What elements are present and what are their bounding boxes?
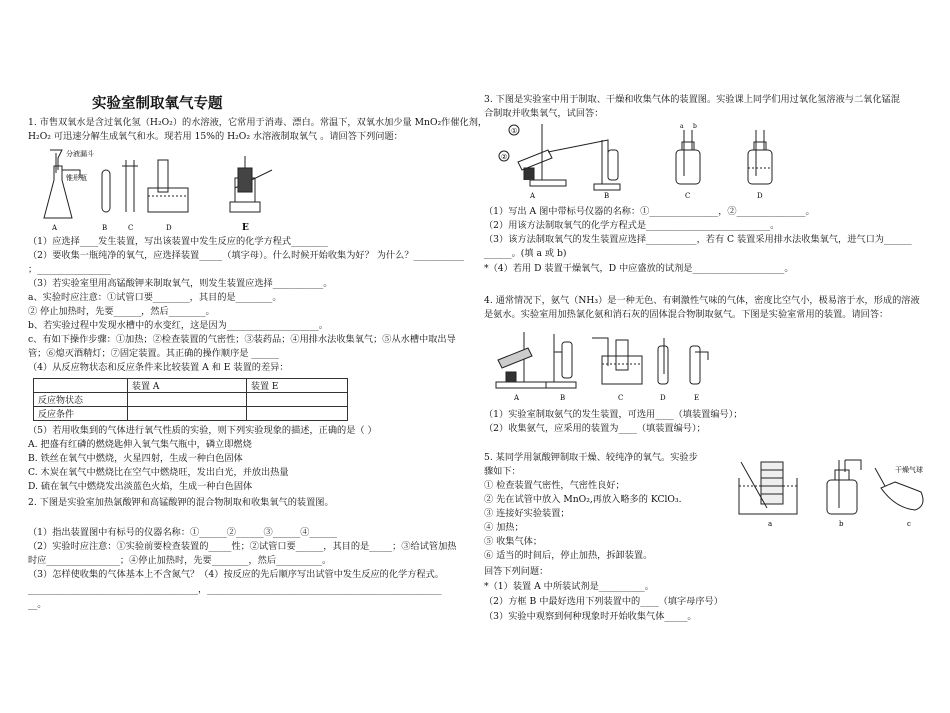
q1-part4: （4）从反应物状态和反应条件来比较装置 A 和 E 装置的差异： bbox=[28, 362, 289, 373]
q4-text-line1: 4. 通常情况下，氨气（NH₃）是一种无色、有刺激性气味的气体，密度比空气小，极易溶于水，形成的溶液 bbox=[484, 295, 920, 306]
q5-step6: ⑥ 适当的时间后，停止加热，拆卸装置。 bbox=[484, 550, 653, 561]
table-cell[interactable] bbox=[247, 393, 348, 407]
q3-part3a: （3）该方法制取氧气的发生装置应选择___________，若有 C 装置采用排水法收集氧气，进气口为______ bbox=[484, 234, 912, 245]
table-cell: 装置 E bbox=[247, 379, 348, 393]
q5-text-line1: 5. 某同学用氯酸钾制取干燥、较纯净的氧气。实验步 bbox=[484, 452, 698, 463]
q3-apparatus-figure bbox=[490, 120, 780, 200]
q1-text-line1: 1. 市售双氧水是含过氧化氢（H₂O₂）的水溶液，它常用于消毒、漂白。常温下，双氧水加少量 MnO₂作催化剂， bbox=[28, 117, 488, 128]
fig1-label-funnel: 分液漏斗 bbox=[66, 150, 94, 158]
q1-option-c: C. 木炭在氧气中燃烧比在空气中燃烧旺，发出白光，并放出热量 bbox=[28, 467, 289, 478]
q5-step4: ④ 加热； bbox=[484, 522, 524, 533]
table-cell[interactable] bbox=[247, 407, 348, 421]
q5-part2: （2）方框 B 中最好选用下列装置中的____（填字母序号） bbox=[484, 596, 723, 607]
q5-step1: ① 检查装置气密性，气密性良好； bbox=[484, 480, 625, 491]
fig3-label-1: ① bbox=[511, 127, 518, 135]
q1-part3b: b、若实验过程中发现水槽中的水变红，这是因为____________________。 bbox=[28, 320, 328, 331]
q1-part2b: ；________________ bbox=[28, 264, 111, 275]
fig1-label-d: D bbox=[166, 224, 172, 232]
fig4-label-c: C bbox=[618, 394, 624, 402]
q3-part4: *（4）若用 D 装置干燥氧气，D 中应盛放的试剂是____________________。 bbox=[484, 263, 794, 274]
fig1-label-b: B bbox=[102, 224, 108, 232]
fig5-label-b: b bbox=[839, 520, 844, 528]
q2-part2b: 时应________________；④停止加热时，先要________，然后__________。 bbox=[28, 555, 332, 566]
q3-part2: （2）用该方法制取氧气的化学方程式是___________________________。 bbox=[484, 220, 780, 231]
q1-apparatus-figure bbox=[30, 148, 280, 234]
q4-part2: （2）收集氨气，应采用的装置为____（填装置编号）； bbox=[484, 423, 706, 434]
table-cell[interactable] bbox=[128, 407, 247, 421]
fig3-label-a: A bbox=[530, 192, 536, 200]
q1-part3c-line2: 管；⑥熄灭酒精灯；⑦固定装置。其正确的操作顺序是 ______ bbox=[28, 348, 279, 359]
fig4-label-b: B bbox=[560, 394, 566, 402]
q2-answer-line: _____________________________________，___________________________________________________ bbox=[28, 584, 442, 595]
table-row bbox=[34, 393, 348, 407]
q2-answer-end: __。 bbox=[28, 599, 47, 610]
q1-option-a: A. 把盛有红磷的燃烧匙伸入氧气集气瓶中，磷立即燃烧 bbox=[28, 439, 252, 450]
table-row bbox=[34, 407, 348, 421]
fig1-label-a: A bbox=[52, 224, 58, 232]
q4-part1: （1）实验室制取氨气的发生装置，可选用____（填装置编号）； bbox=[484, 409, 743, 420]
fig5-label-a: a bbox=[768, 520, 773, 528]
table-cell: 反应物状态 bbox=[34, 393, 128, 407]
q2-part3: （3）怎样使收集的气体基本上不含氮气？（4）按反应的先后顺序写出试管中发生反应的化学方程式。 bbox=[28, 569, 444, 580]
fig1-label-e: E bbox=[242, 223, 249, 233]
table-row bbox=[34, 379, 348, 393]
fig4-label-a: A bbox=[514, 394, 520, 402]
fig3-label-b: B bbox=[604, 192, 610, 200]
q4-text-line2: 是氨水。实验室用加热氯化氨和消石灰的固体混合物制取氨气。下图是实验室常用的装置。请回答： bbox=[484, 309, 889, 320]
q5-part1: *（1）装置 A 中所装试剂是__________。 bbox=[484, 581, 654, 592]
q3-part3b: ______。(填 a 或 b) bbox=[484, 248, 567, 259]
q3-part1: （1）写出 A 图中带标号仪器的名称：①_______________，②_______________。 bbox=[484, 206, 815, 217]
q2-part2a: （2）实验时应注意：①实验前要检查装置的_____性；②试管口要______，其目的是_____；③给试管加热 bbox=[28, 541, 457, 552]
q5-apparatus-figure bbox=[735, 458, 935, 528]
q5-text-line2: 骤如下： bbox=[484, 466, 521, 477]
q1-text-line2: H₂O₂ 可迅速分解生成氧气和水。现若用 15%的 H₂O₂ 水溶液制取氧气 。请回答下列问题： bbox=[28, 131, 403, 142]
fig1-label-flask: 锥形瓶 bbox=[66, 174, 87, 182]
table-cell[interactable] bbox=[128, 393, 247, 407]
q5-step5: ⑤ 收集气体； bbox=[484, 536, 543, 547]
q2-part1: （1）指出装置图中有标号的仪器名称：①______②______③______④______ bbox=[28, 527, 338, 538]
table-cell: 装置 A bbox=[128, 379, 247, 393]
q1-option-d: D. 硫在氧气中燃烧发出淡蓝色火焰，生成一种白色固体 bbox=[28, 481, 253, 492]
q1-part1: （1）应选择____发生装置，写出该装置中发生反应的化学方程式________ bbox=[28, 236, 328, 247]
fig3-label-c: C bbox=[685, 192, 691, 200]
q1-part5: （5）若用收集到的气体进行氧气性质的实验，则下列实验现象的描述，正确的是（ ） bbox=[28, 425, 377, 436]
fig3-label-2: ② bbox=[501, 153, 508, 161]
fig3-label-d: D bbox=[757, 192, 763, 200]
q5-part3: （3）实验中观察到何种现象时开始收集气体_____。 bbox=[484, 611, 697, 622]
q1-part3: （3）若实验室里用高锰酸钾来制取氧气，则发生装置应选择___________。 bbox=[28, 278, 333, 289]
q1-part3c-line1: c、有如下操作步骤：①加热；②检查装置的气密性；③装药品；④用排水法收集氧气；⑤从水槽中取出导 bbox=[28, 334, 456, 345]
fig4-label-e: E bbox=[694, 394, 700, 402]
table-cell: 反应条件 bbox=[34, 407, 128, 421]
q5-ask: 回答下列问题： bbox=[484, 566, 549, 577]
q1-part3a2: ② 停止加热时，先要______，然后________。 bbox=[28, 306, 215, 317]
q2-text: 2. 下图是实验室加热氯酸钾和高锰酸钾的混合物制取和收集氧气的装置图。 bbox=[28, 497, 334, 508]
comparison-table bbox=[33, 378, 348, 421]
q5-step3: ③ 连接好实验装置； bbox=[484, 508, 570, 519]
q4-apparatus-figure bbox=[492, 326, 732, 402]
fig3-label-inlet-a: a bbox=[680, 123, 684, 130]
table-cell bbox=[34, 379, 128, 393]
q3-text-line1: 3. 下图是实验室中用于制取、干燥和收集气体的装置图。实验课上同学们用过氧化氢溶液与二氧化锰混 bbox=[484, 94, 900, 105]
q3-text-line2: 合制取并收集氧气，试回答： bbox=[484, 108, 604, 119]
page-title: 实验室制取氧气专题 bbox=[92, 96, 223, 112]
fig4-label-d: D bbox=[660, 394, 666, 402]
fig5-label-balloon: 干燥气球 bbox=[895, 466, 923, 474]
q1-option-b: B. 铁丝在氧气中燃烧，火星四射，生成一种白色固体 bbox=[28, 453, 243, 464]
fig3-label-inlet-b: b bbox=[693, 123, 697, 130]
q5-step2: ② 先在试管中放入 MnO₂,再放入略多的 KClO₃. bbox=[484, 494, 682, 505]
q1-part3a: a、实验时应注意：①试管口要________，其目的是________。 bbox=[28, 292, 282, 303]
fig5-label-c: c bbox=[907, 520, 911, 528]
fig1-label-c: C bbox=[128, 224, 134, 232]
q1-part2a: （2）要收集一瓶纯净的氧气，应选择装置_____（填字母）。什么时候开始收集为好？ 为什么？___________ bbox=[28, 250, 464, 261]
